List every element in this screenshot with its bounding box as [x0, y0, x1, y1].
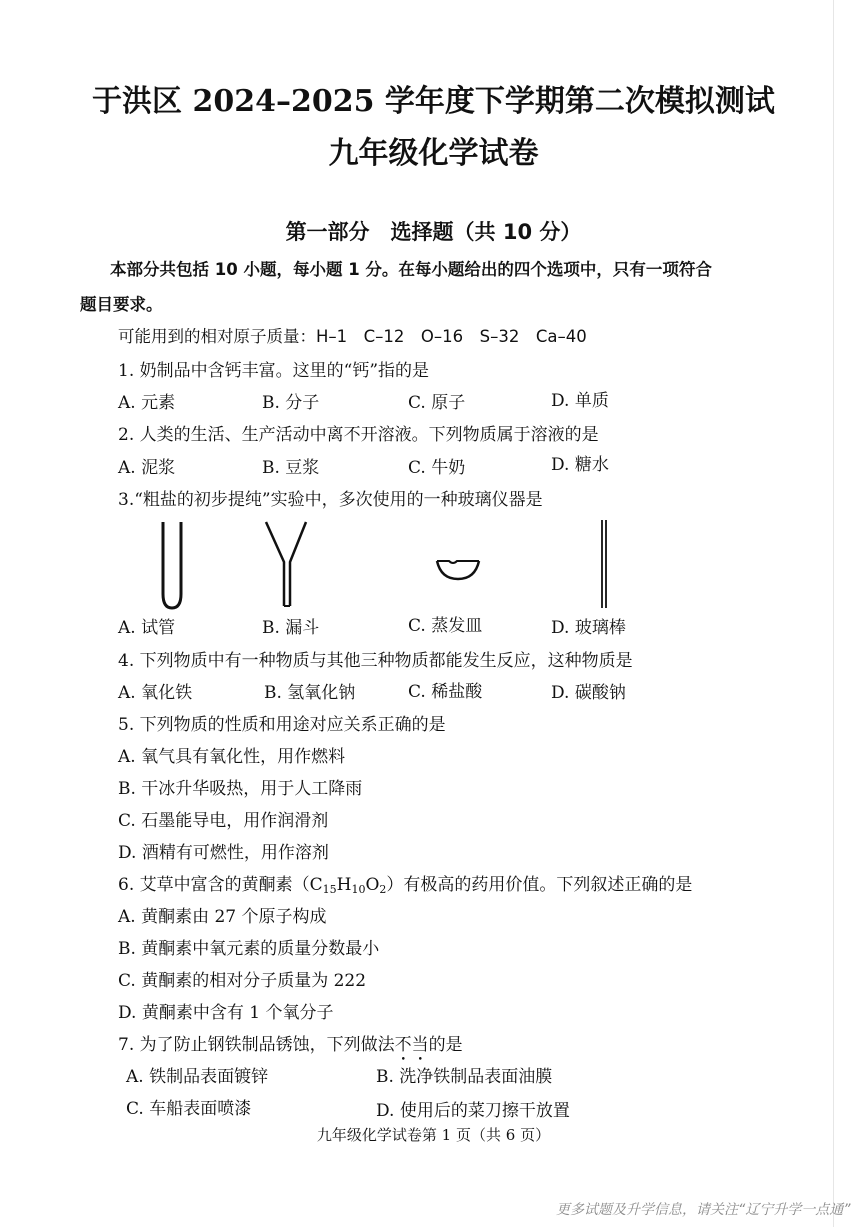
- section-intro-cont: 题目要求。: [80, 295, 163, 314]
- question-4-option-d: D. 碳酸钠: [551, 683, 626, 703]
- q7-stem-emphasis: 不当: [394, 1035, 429, 1055]
- q6-h: H: [336, 875, 352, 895]
- evaporating-dish-image: [433, 553, 483, 583]
- question-1-option-d: D. 单质: [551, 391, 609, 411]
- question-6-option-c: C. 黄酮素的相对分子质量为 222: [118, 971, 367, 991]
- question-5-option-a: A. 氧气具有氧化性，用作燃料: [118, 747, 346, 767]
- question-1-option-c: C. 原子: [408, 393, 466, 413]
- question-1-option-b: B. 分子: [262, 393, 320, 413]
- question-5-option-d: D. 酒精有可燃性，用作溶剂: [118, 843, 329, 863]
- question-1-stem: 1. 奶制品中含钙丰富。这里的“钙”指的是: [118, 361, 430, 381]
- watermark-text: 更多试题及升学信息，请关注“辽宁升学一点通”: [556, 1202, 851, 1218]
- question-7-option-d: D. 使用后的菜刀擦干放置: [376, 1101, 570, 1121]
- question-3-option-b: B. 漏斗: [262, 618, 320, 638]
- exam-subtitle: 九年级化学试卷: [328, 136, 539, 171]
- question-1-option-a: A. 元素: [118, 393, 176, 413]
- question-2-option-a: A. 泥浆: [118, 458, 176, 478]
- question-2-option-c: C. 牛奶: [408, 458, 466, 478]
- question-5-option-b: B. 干冰升华吸热，用于人工降雨: [118, 779, 363, 799]
- q6-sub-o: 2: [379, 883, 387, 896]
- question-5-stem: 5. 下列物质的性质和用途对应关系正确的是: [118, 715, 446, 735]
- q7-stem-prefix: 7. 为了防止钢铁制品锈蚀，下列做法: [118, 1035, 395, 1055]
- question-6-option-b: B. 黄酮素中氧元素的质量分数最小: [118, 939, 380, 959]
- q6-sub-c: 15: [322, 883, 337, 896]
- q6-stem-suffix: ）有极高的药用价值。下列叙述正确的是: [386, 875, 693, 895]
- scan-edge-line: [833, 0, 834, 1227]
- glass-rod-image: [597, 518, 611, 610]
- test-tube-image: [152, 520, 192, 612]
- q6-o: O: [365, 875, 380, 895]
- question-7-option-b: B. 洗净铁制品表面油膜: [376, 1067, 553, 1087]
- section-intro: 本部分共包括 10 小题，每小题 1 分。在每小题给出的四个选项中，只有一项符合: [110, 260, 712, 279]
- question-5-option-c: C. 石墨能导电，用作润滑剂: [118, 811, 329, 831]
- question-6-stem: [118, 870, 692, 896]
- question-6-option-d: D. 黄酮素中含有 1 个氧分子: [118, 1003, 334, 1023]
- question-7-option-a: A. 铁制品表面镀锌: [126, 1067, 269, 1087]
- exam-title: 于洪区 2024–2025 学年度下学期第二次模拟测试: [92, 84, 775, 119]
- question-2-option-d: D. 糖水: [551, 455, 609, 475]
- question-3-stem: 3.“粗盐的初步提纯”实验中，多次使用的一种玻璃仪器是: [118, 490, 543, 510]
- question-3-option-a: A. 试管: [118, 618, 176, 638]
- q6-stem-prefix: 6. 艾草中富含的黄酮素（C: [118, 875, 323, 895]
- page-footer: 九年级化学试卷第 1 页（共 6 页）: [316, 1126, 551, 1144]
- question-6-option-a: A. 黄酮素由 27 个原子构成: [118, 907, 327, 927]
- q7-stem-suffix: 的是: [428, 1035, 463, 1055]
- question-7-stem: [118, 1030, 463, 1065]
- question-3-option-c: C. 蒸发皿: [408, 616, 483, 636]
- question-4-option-c: C. 稀盐酸: [408, 682, 483, 702]
- q6-sub-h: 10: [351, 883, 366, 896]
- question-4-option-a: A. 氧化铁: [118, 683, 193, 703]
- question-2-option-b: B. 豆浆: [262, 458, 320, 478]
- atomic-masses: 可能用到的相对原子质量：H–1 C–12 O–16 S–32 Ca–40: [118, 327, 587, 346]
- question-7-option-c: C. 车船表面喷漆: [126, 1099, 252, 1119]
- question-2-stem: 2. 人类的生活、生产活动中离不开溶液。下列物质属于溶液的是: [118, 425, 599, 445]
- section-title: 第一部分 选择题（共 10 分）: [285, 220, 582, 244]
- funnel-image: [262, 518, 310, 610]
- question-4-stem: 4. 下列物质中有一种物质与其他三种物质都能发生反应，这种物质是: [118, 651, 633, 671]
- question-3-option-d: D. 玻璃棒: [551, 618, 626, 638]
- question-4-option-b: B. 氢氧化钠: [264, 683, 356, 703]
